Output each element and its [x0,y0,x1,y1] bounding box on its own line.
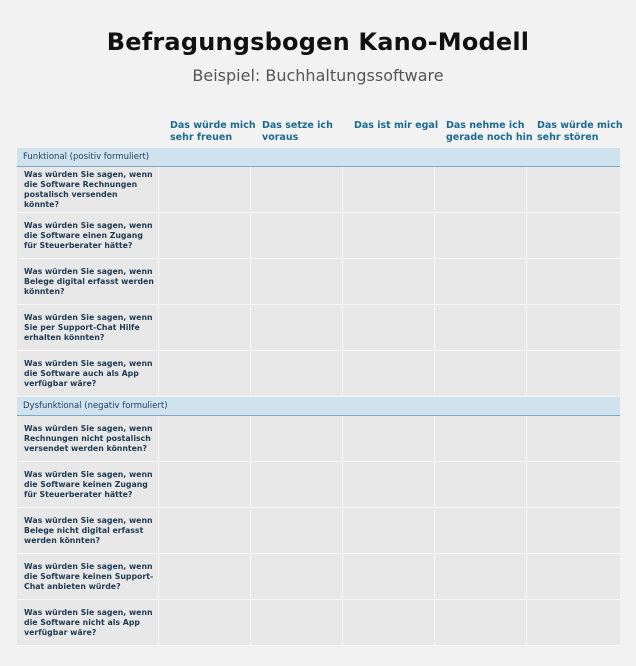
column-header-delight: Das würde mich sehr freuen [170,120,256,143]
question-text: Was würden Sie sagen, wenn Belege nicht digital erfasst werden könnten? [17,508,159,553]
answer-cell[interactable] [159,351,251,396]
section-functional: Funktional (positiv formuliert) [17,148,620,167]
answer-cell[interactable] [159,554,251,599]
page-subtitle: Beispiel: Buchhaltungssoftware [192,66,444,85]
answer-cell[interactable] [251,600,343,645]
answer-cell[interactable] [527,351,620,396]
answer-cell[interactable] [159,508,251,553]
answer-cell[interactable] [343,554,435,599]
answer-cell[interactable] [527,600,620,645]
answer-cell[interactable] [435,416,527,461]
answer-cell[interactable] [435,305,527,350]
answer-cell[interactable] [343,305,435,350]
answer-cell[interactable] [251,462,343,507]
answer-cell[interactable] [527,554,620,599]
column-header-expect: Das setze ich voraus [262,120,333,143]
answer-cell[interactable] [343,213,435,258]
answer-cell[interactable] [527,416,620,461]
column-headers [0,120,636,148]
answer-cell[interactable] [251,305,343,350]
question-text: Was würden Sie sagen, wenn die Software Rechnungen postalisch versenden könnte? [17,167,159,212]
question-text: Was würden Sie sagen, wenn Belege digital erfasst werden könnten? [17,259,159,304]
question-text: Was würden Sie sagen, wenn die Software nicht als App verfügbar wäre? [17,600,159,645]
column-header-dislike: Das würde mich sehr stören [537,120,623,143]
column-header-tolerate: Das nehme ich gerade noch hin [446,120,533,143]
answer-cell[interactable] [435,259,527,304]
answer-cell[interactable] [343,508,435,553]
question-text: Was würden Sie sagen, wenn die Software keinen Support-Chat anbieten würde? [17,554,159,599]
answer-cell[interactable] [251,508,343,553]
table-row [17,213,620,259]
question-text: Was würden Sie sagen, wenn Rechnungen nicht postalisch versendet werden könnten? [17,416,159,461]
answer-cell[interactable] [527,167,620,212]
answer-cell[interactable] [435,600,527,645]
survey-table [17,148,620,646]
answer-cell[interactable] [251,416,343,461]
question-text: Was würden Sie sagen, wenn Sie per Support-Chat Hilfe erhalten könnten? [17,305,159,350]
page-title: Befragungsbogen Kano-Modell [106,28,530,56]
answer-cell[interactable] [527,259,620,304]
answer-cell[interactable] [159,213,251,258]
answer-cell[interactable] [251,554,343,599]
table-row [17,600,620,646]
answer-cell[interactable] [435,462,527,507]
answer-cell[interactable] [527,213,620,258]
answer-cell[interactable] [343,416,435,461]
answer-cell[interactable] [435,213,527,258]
table-row [17,167,620,213]
answer-cell[interactable] [527,462,620,507]
answer-cell[interactable] [435,554,527,599]
answer-cell[interactable] [343,351,435,396]
section-dysfunctional: Dysfunktional (negativ formuliert) [17,397,620,416]
table-row [17,305,620,351]
answer-cell[interactable] [435,167,527,212]
table-row [17,554,620,600]
answer-cell[interactable] [435,351,527,396]
answer-cell[interactable] [343,600,435,645]
answer-cell[interactable] [159,416,251,461]
answer-cell[interactable] [435,508,527,553]
answer-cell[interactable] [251,259,343,304]
question-text: Was würden Sie sagen, wenn die Software auch als App verfügbar wäre? [17,351,159,396]
answer-cell[interactable] [343,167,435,212]
answer-cell[interactable] [251,351,343,396]
answer-cell[interactable] [159,462,251,507]
answer-cell[interactable] [527,508,620,553]
table-row [17,508,620,554]
column-header-neutral: Das ist mir egal [354,120,439,131]
table-row [17,351,620,397]
answer-cell[interactable] [159,167,251,212]
answer-cell[interactable] [343,259,435,304]
answer-cell[interactable] [159,259,251,304]
answer-cell[interactable] [159,600,251,645]
question-text: Was würden Sie sagen, wenn die Software keinen Zugang für Steuerberater hätte? [17,462,159,507]
table-row [17,462,620,508]
table-row [17,259,620,305]
answer-cell[interactable] [527,305,620,350]
question-text: Was würden Sie sagen, wenn die Software einen Zugang für Steuerberater hätte? [17,213,159,258]
answer-cell[interactable] [343,462,435,507]
answer-cell[interactable] [251,213,343,258]
table-row [17,416,620,462]
answer-cell[interactable] [159,305,251,350]
answer-cell[interactable] [251,167,343,212]
